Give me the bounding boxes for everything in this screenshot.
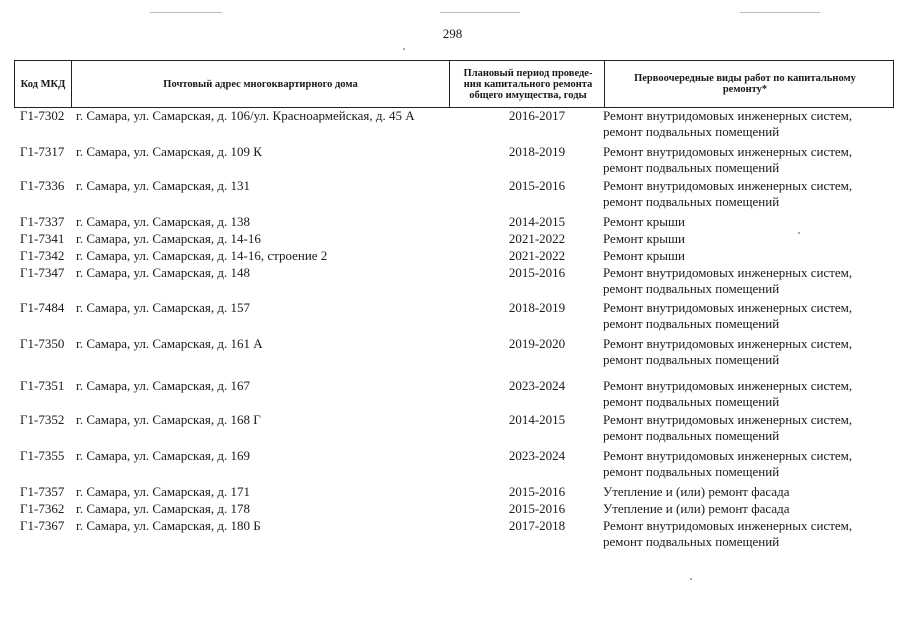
works-line: ремонт подвальных помещений	[603, 281, 780, 296]
works-line: Ремонт внутридомовых инженерных систем,	[603, 518, 853, 533]
cell-period: 2023-2024	[508, 378, 566, 393]
works-line: ремонт подвальных помещений	[603, 428, 780, 443]
cell-address: г. Самара, ул. Самарская, д. 148	[76, 265, 251, 280]
cell-works	[603, 501, 893, 517]
works-line: Ремонт внутридомовых инженерных систем,	[603, 336, 853, 351]
cell-period: 2014-2015	[508, 412, 566, 427]
cell-address: г. Самара, ул. Самарская, д. 14-16	[76, 231, 261, 246]
table-header	[14, 60, 894, 108]
cell-address: г. Самара, ул. Самарская, д. 106/ул. Красноармейская, д. 45 А	[76, 108, 415, 123]
cell-code: Г1-7302	[20, 108, 65, 123]
cell-address: г. Самара, ул. Самарская, д. 168 Г	[76, 412, 261, 427]
page-number: 298	[442, 26, 463, 41]
cell-period: 2017-2018	[508, 518, 566, 533]
works-line: Ремонт внутридомовых инженерных систем,	[603, 378, 853, 393]
works-line: ремонт подвальных помещений	[603, 316, 780, 331]
cell-works	[603, 231, 893, 247]
cell-address: г. Самара, ул. Самарская, д. 169	[76, 448, 251, 463]
scan-artifact-line	[440, 12, 520, 13]
cell-address: г. Самара, ул. Самарская, д. 14-16, строение 2	[76, 248, 328, 263]
cell-works	[603, 300, 893, 332]
cell-address: г. Самара, ул. Самарская, д. 171	[76, 484, 251, 499]
cell-address: г. Самара, ул. Самарская, д. 109 К	[76, 144, 262, 159]
cell-code: Г1-7347	[20, 265, 65, 280]
cell-works	[603, 378, 893, 410]
cell-period: 2015-2016	[508, 501, 566, 516]
cell-period: 2021-2022	[508, 248, 566, 263]
cell-address: г. Самара, ул. Самарская, д. 167	[76, 378, 251, 393]
cell-period: 2023-2024	[508, 448, 566, 463]
cell-address: г. Самара, ул. Самарская, д. 157	[76, 300, 251, 315]
cell-period: 2018-2019	[508, 144, 566, 159]
works-line: Ремонт внутридомовых инженерных систем,	[603, 300, 853, 315]
cell-period: 2014-2015	[508, 214, 566, 229]
scan-artifact-line	[740, 12, 820, 13]
cell-code: Г1-7350	[20, 336, 65, 351]
works-line: Утепление и (или) ремонт фасада	[603, 484, 790, 499]
cell-works	[603, 265, 893, 297]
works-line: ремонт подвальных помещений	[603, 194, 780, 209]
cell-works	[603, 108, 893, 140]
cell-code: Г1-7362	[20, 501, 65, 516]
cell-address: г. Самара, ул. Самарская, д. 178	[76, 501, 251, 516]
cell-code: Г1-7367	[20, 518, 65, 533]
works-line: Ремонт внутридомовых инженерных систем,	[603, 144, 853, 159]
works-line: ремонт подвальных помещений	[603, 160, 780, 175]
works-line: ремонт подвальных помещений	[603, 124, 780, 139]
works-line: Ремонт внутридомовых инженерных систем,	[603, 108, 853, 123]
cell-address: г. Самара, ул. Самарская, д. 180 Б	[76, 518, 261, 533]
cell-code: Г1-7352	[20, 412, 65, 427]
cell-works	[603, 336, 893, 368]
cell-works	[603, 518, 893, 550]
cell-period: 2015-2016	[508, 178, 566, 193]
cell-address: г. Самара, ул. Самарская, д. 161 А	[76, 336, 263, 351]
cell-period: 2018-2019	[508, 300, 566, 315]
cell-works	[603, 248, 893, 264]
cell-works	[603, 448, 893, 480]
works-line: Ремонт внутридомовых инженерных систем,	[603, 412, 853, 427]
works-line: ремонт подвальных помещений	[603, 534, 780, 549]
header-works: Первоочередные виды работ по капитальному ремонту*	[634, 73, 856, 95]
works-line: Ремонт внутридомовых инженерных систем,	[603, 265, 853, 280]
cell-period: 2015-2016	[508, 265, 566, 280]
capital-repair-table	[14, 60, 894, 549]
cell-works	[603, 178, 893, 210]
column-divider	[449, 61, 450, 107]
works-line: Ремонт внутридомовых инженерных систем,	[603, 178, 853, 193]
cell-code: Г1-7351	[20, 378, 65, 393]
cell-works	[603, 412, 893, 444]
cell-address: г. Самара, ул. Самарская, д. 131	[76, 178, 251, 193]
cell-code: Г1-7336	[20, 178, 65, 193]
cell-period: 2016-2017	[508, 108, 566, 123]
cell-code: Г1-7355	[20, 448, 65, 463]
works-line: ремонт подвальных помещений	[603, 394, 780, 409]
cell-works	[603, 484, 893, 500]
cell-code: Г1-7484	[20, 300, 65, 315]
cell-period: 2019-2020	[508, 336, 566, 351]
column-divider	[604, 61, 605, 107]
cell-period: 2015-2016	[508, 484, 566, 499]
cell-period: 2021-2022	[508, 231, 566, 246]
cell-works	[603, 214, 893, 230]
works-line: Ремонт крыши	[603, 231, 685, 246]
header-period: Плановый период проведе- ния капитального ремонта общего имущества, годы	[463, 67, 593, 101]
works-line: Ремонт внутридомовых инженерных систем,	[603, 448, 853, 463]
works-line: Ремонт крыши	[603, 214, 685, 229]
works-line: Утепление и (или) ремонт фасада	[603, 501, 790, 516]
cell-code: Г1-7341	[20, 231, 65, 246]
cell-code: Г1-7337	[20, 214, 65, 229]
cell-address: г. Самара, ул. Самарская, д. 138	[76, 214, 251, 229]
works-line: Ремонт крыши	[603, 248, 685, 263]
cell-code: Г1-7317	[20, 144, 65, 159]
scan-speck	[403, 48, 405, 50]
header-address: Почтовый адрес многоквартирного дома	[163, 78, 358, 90]
scan-speck	[798, 232, 800, 234]
works-line: ремонт подвальных помещений	[603, 352, 780, 367]
cell-code: Г1-7342	[20, 248, 65, 263]
header-code: Код МКД	[20, 78, 66, 90]
cell-works	[603, 144, 893, 176]
scan-speck	[690, 578, 692, 580]
cell-code: Г1-7357	[20, 484, 65, 499]
works-line: ремонт подвальных помещений	[603, 464, 780, 479]
scan-artifact-line	[150, 12, 222, 13]
